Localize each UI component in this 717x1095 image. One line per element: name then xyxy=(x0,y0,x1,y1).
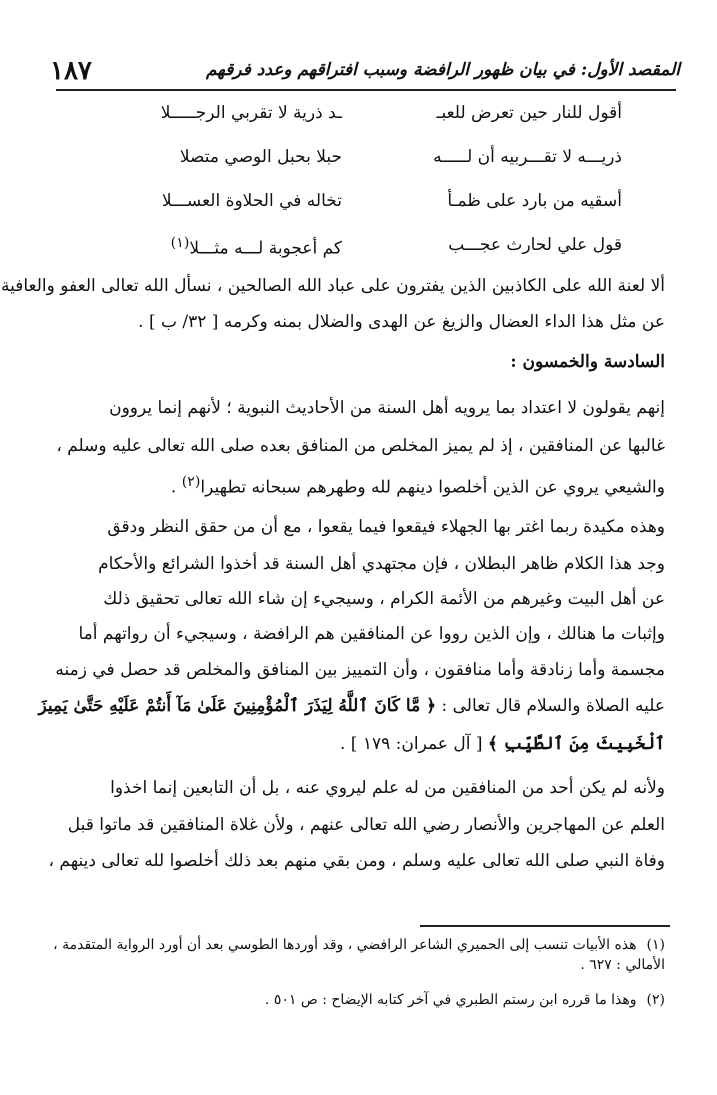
footnote xyxy=(47,935,665,975)
text-line: ولأنه لم يكن أحد من المنافقين من له علم ليروي عنه ، بل أن التابعين إنما اخذوا xyxy=(110,778,665,798)
verse-row xyxy=(92,191,622,225)
footnote-ref: (١) xyxy=(170,235,190,251)
hemistich-first: قول علي لحارث عجـــب xyxy=(448,235,622,255)
text-line: ألا لعنة الله على الكاذبين الذين يفترون على عباد الله الصالحين ، نسأل الله تعالى العفو والعافية xyxy=(1,276,665,296)
text-line: العلم عن المهاجرين والأنصار رضي الله تعالى عنهم ، ولأن غلاة المنافقين قد ماتوا قبل xyxy=(67,815,665,835)
text-line: وجد هذا الكلام ظاهر البطلان ، فإن مجتهدي أهل السنة قد أخذوا الشرائع والأحكام xyxy=(98,554,665,574)
footnote-text: هذه الأبيات تنسب إلى الحميري الشاعر الرافضي ، وقد أوردها الطوسي بعد أن أورد الرواية المتقدمة ، الأمالي : ٦٢٧ . xyxy=(53,937,665,973)
footnote-marker: (١) xyxy=(646,937,665,953)
quran-verse: ﴿ مَّا كَانَ ٱللَّهُ لِيَذَرَ ٱلْمُؤْمِنِينَ عَلَىٰ مَآ أَنتُمْ عَلَيْهِ حَتَّىٰ يَمِيزَ xyxy=(38,696,437,716)
hemistich-second: تخاله في الحلاوة العســـلا xyxy=(161,191,342,211)
header-rule xyxy=(56,89,676,91)
footnote-text: وهذا ما قرره ابن رستم الطبري في آخر كتابه الإيضاح : ص ٥٠١ . xyxy=(264,992,637,1008)
page-header xyxy=(50,50,680,90)
verse-row xyxy=(92,235,622,269)
quran-citation: [ آل عمران: ١٧٩ ] . xyxy=(340,734,488,754)
hemistich-second: ـد ذرية لا تقربي الرجـــــلا xyxy=(160,103,342,123)
section-heading: السادسة والخمسون : xyxy=(510,352,665,372)
verse-row xyxy=(92,147,622,181)
quran-verse: ٱلْخَبِيثَ مِنَ ٱلطَّيِّبِ ﴾ xyxy=(487,734,665,754)
text-line: وإثبات ما هنالك ، وإن الذين رووا عن المنافقين هم الرافضة ، وسيجيء أن رواتهم أما xyxy=(78,624,665,644)
text-line: إنهم يقولون لا اعتداد بما يرويه أهل السنة من الأحاديث النبوية ؛ لأنهم إنما يروون xyxy=(109,398,665,418)
text-line xyxy=(47,732,665,756)
text-line: عن مثل هذا الداء العضال والزيغ عن الهدى والضلال بمنه وكرمه [ ٣٢/ ب ] . xyxy=(138,312,665,332)
hemistich-first: أسقيه من بارد على ظمـأ xyxy=(447,191,622,211)
hemistich-first: أقول للنار حين تعرض للعبـ xyxy=(436,103,622,123)
footnote xyxy=(47,990,665,1010)
line-text: والشيعي يروي عن الذين أخلصوا دينهم لله وطهرهم سبحانه تطهيرا xyxy=(200,477,665,498)
text-line: غالبها عن المنافقين ، إذ لم يميز المخلص من المنافق بعده صلى الله تعالى عليه وسلم ، xyxy=(56,436,665,456)
hemistich-text: كم أعجوبة لـــه مثـــلا xyxy=(189,238,342,259)
page-number: ١٨٧ xyxy=(50,56,92,86)
footnote-ref: (٢) xyxy=(181,474,201,490)
hemistich-first: ذريـــه لا تقـــربيه أن لـــــه xyxy=(433,147,622,167)
text-line: عن أهل البيت وغيرهم من الأئمة الكرام ، وسيجيء إن شاء الله تعالى تحقيق ذلك xyxy=(103,589,665,609)
hemistich-second: حبلا بحبل الوصي متصلا xyxy=(179,147,342,167)
footnote-marker: (٢) xyxy=(646,992,665,1008)
verse-row xyxy=(92,103,622,137)
line-end: . xyxy=(170,477,182,498)
text-line xyxy=(38,694,665,718)
hemistich-second xyxy=(171,235,342,259)
text-line: وهذه مكيدة ربما اغتر بها الجهلاء فيقعوا فيما يقعوا ، مع أن من حقق النظر ودقق xyxy=(107,517,665,537)
text-line xyxy=(47,470,665,500)
text-line: وفاة النبي صلى الله تعالى عليه وسلم ، ومن بقي منهم بعد ذلك أخلصوا لله تعالى دينهم ، xyxy=(48,851,665,871)
line-text: عليه الصلاة والسلام قال تعالى : xyxy=(436,696,665,716)
running-head: المقصد الأول: في بيان ظهور الرافضة وسبب افتراقهم وعدد فرقهم xyxy=(206,60,680,80)
text-line: مجسمة وأما زنادقة وأما منافقون ، وأن التمييز بين المنافق والمخلص قد حصل في زمنه xyxy=(55,660,665,680)
footnote-rule xyxy=(420,925,670,927)
